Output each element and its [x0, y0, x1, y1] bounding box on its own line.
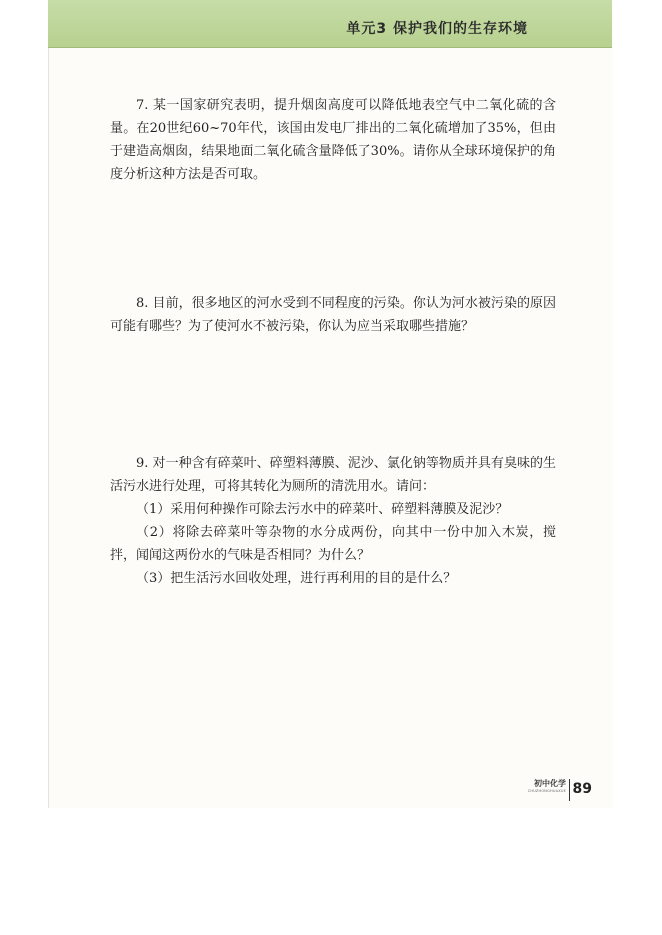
question-9-sub-1: （1）采用何种操作可除去污水中的碎菜叶、碎塑料薄膜及泥沙？ [136, 502, 509, 517]
question-7 [110, 94, 556, 186]
unit-title: 单元3 保护我们的生存环境 [346, 21, 528, 37]
footer-subject: 初中化学 [534, 779, 566, 788]
page-footer [520, 778, 594, 808]
question-8 [110, 292, 556, 338]
page-number: 89 [572, 781, 592, 797]
header-band [48, 0, 612, 48]
footer-divider [569, 779, 570, 801]
question-9-sub-3: （3）把生活污水回收处理，进行再利用的目的是什么？ [136, 571, 457, 586]
footer-pinyin: CHUZHONGHUAXUE [527, 789, 566, 793]
question-9-sub-2: （2）将除去碎菜叶等杂物的水分成两份，向其中一份中加入木炭，搅拌，闻闻这两份水的气味是否相同？为什么？ [110, 525, 556, 563]
question-9 [110, 452, 556, 590]
question-9-text: 9. 对一种含有碎菜叶、碎塑料薄膜、泥沙、氯化钠等物质并具有臭味的生活污水进行处理，可将其转化为厕所的清洗用水。请问： [110, 456, 556, 494]
question-8-text: 8. 目前，很多地区的河水受到不同程度的污染。你认为河水被污染的原因可能有哪些？为了使河水不被污染，你认为应当采取哪些措施？ [110, 296, 556, 334]
question-7-text: 7. 某一国家研究表明，提升烟囱高度可以降低地表空气中二氧化硫的含量。在20世纪60~70年代，该国由发电厂排出的二氧化硫增加了35%，但由于建造高烟囱，结果地面二氧化硫含量降低了30%。请你从全球环境保护的角度分析这种方法是否可取。 [110, 98, 556, 182]
